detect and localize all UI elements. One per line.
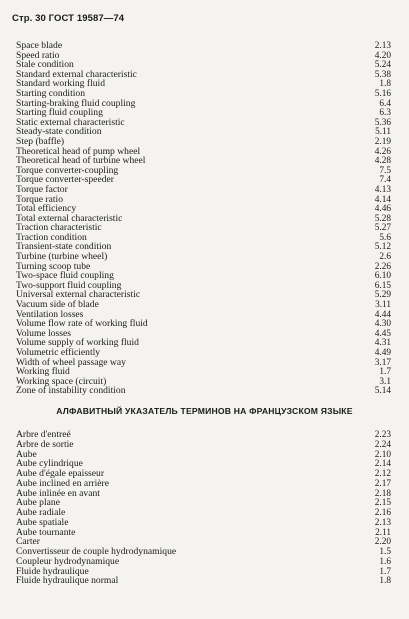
term-text: Aube plane (16, 497, 60, 509)
term-reference-number: 6.15 (374, 280, 391, 291)
term-text: Universal external characteristic (16, 289, 141, 301)
term-text: Starting-braking fluid coupling (16, 97, 136, 109)
term-reference-number: 2.17 (374, 478, 391, 489)
index-entry (16, 508, 391, 518)
term-reference-number: 5.36 (374, 117, 391, 128)
index-entry (16, 528, 391, 538)
term-text: Steady-state condition (16, 126, 102, 138)
index-entry (16, 41, 391, 51)
term-reference-number: 5.24 (374, 60, 391, 71)
term-text: Two-support fluid coupling (16, 279, 122, 291)
term-text: Aube inlinée en avant (16, 487, 100, 499)
term-reference-number: 2.14 (374, 459, 391, 470)
term-reference-number: 7.5 (379, 165, 391, 176)
term-text: Aube radiale (16, 507, 66, 518)
term-text: Working space (circuit) (16, 375, 107, 387)
term-reference-number: 2.13 (374, 41, 391, 51)
term-text: Torque converter-speeder (16, 174, 114, 186)
term-reference-number: 5.29 (374, 290, 391, 301)
section-title-french-index: АЛФАВИТНЫЙ УКАЗАТЕЛЬ ТЕРМИНОВ НА ФРАНЦУЗСКОМ ЯЗЫКЕ (56, 406, 353, 416)
term-reference-number: 1.6 (379, 556, 391, 567)
term-reference-number: 4.46 (374, 204, 391, 215)
term-reference-number: 2.20 (374, 537, 391, 548)
term-reference-number: 2.11 (375, 527, 391, 538)
term-reference-number: 2.19 (374, 136, 391, 147)
term-text: Speed ratio (16, 49, 60, 61)
term-text: Torque ratio (16, 193, 64, 205)
term-reference-number: 6.4 (379, 98, 391, 109)
french-term-index (16, 430, 391, 586)
term-reference-number: 4.45 (374, 328, 391, 339)
term-reference-number: 2.15 (374, 498, 391, 509)
term-reference-number: 5.16 (374, 88, 391, 99)
term-text: Step (baffle) (16, 135, 65, 147)
term-reference-number: 2.13 (374, 517, 391, 528)
term-reference-number: 2.26 (374, 261, 391, 272)
term-reference-number: 4.13 (374, 184, 391, 195)
term-text: Aube d'égale epaisseur (16, 468, 105, 479)
term-reference-number: 5.14 (374, 386, 391, 397)
term-reference-number: 5.27 (374, 223, 391, 234)
index-entry (16, 127, 391, 137)
term-reference-number: 4.28 (374, 156, 391, 167)
term-text: Convertisseur de couple hydrodynamique (16, 546, 177, 557)
term-text: Standard external characteristic (16, 68, 137, 80)
index-entry (16, 576, 391, 586)
term-text: Space blade (16, 40, 63, 51)
term-text: Ventilation losses (16, 308, 84, 320)
term-reference-number: 5.12 (374, 242, 391, 253)
index-entry (16, 386, 391, 396)
term-text: Volumetric efficiently (16, 347, 101, 358)
term-text: Fluide hydraulique (16, 565, 89, 577)
term-reference-number: 2.24 (374, 439, 391, 450)
term-reference-number: 4.14 (374, 194, 391, 205)
term-text: Aube cylindrique (16, 458, 83, 470)
term-reference-number: 5.38 (374, 69, 391, 80)
term-reference-number: 2.10 (374, 449, 391, 460)
term-text: Theoretical head of pump wheel (16, 145, 141, 157)
term-text: Theoretical head of turbine wheel (16, 155, 146, 167)
term-text: Starting fluid coupling (16, 107, 103, 119)
term-text: Arbre d'entreé (16, 429, 71, 440)
term-reference-number: 3.17 (374, 357, 391, 368)
index-entry (16, 498, 391, 508)
term-text: Standard working fluid (16, 78, 105, 90)
term-text: Turbine (turbine wheel) (16, 251, 108, 263)
term-reference-number: 4.49 (374, 348, 391, 358)
term-text: Zone of instability condition (16, 385, 126, 397)
term-reference-number: 4.44 (374, 309, 391, 320)
term-text: Aube inclined en arrière (16, 477, 109, 489)
term-reference-number: 2.18 (374, 488, 391, 499)
term-text: Starting condition (16, 87, 86, 99)
term-reference-number: 2.16 (374, 508, 391, 518)
term-reference-number: 1.7 (379, 367, 391, 378)
term-reference-number: 4.31 (374, 338, 391, 349)
term-text: Aube tournante (16, 526, 76, 538)
term-reference-number: 1.7 (379, 566, 391, 577)
term-text: Total efficiency (16, 203, 77, 215)
term-text: Fluide hydraulique normal (16, 575, 119, 587)
english-term-index (16, 41, 391, 396)
term-reference-number: 4.30 (374, 319, 391, 330)
term-text: Traction condition (16, 231, 87, 243)
term-reference-number: 4.26 (374, 146, 391, 157)
term-reference-number: 3.1 (379, 376, 391, 387)
term-reference-number: 6.10 (374, 271, 391, 282)
term-text: Aube spatiale (16, 516, 69, 528)
term-text: Volume supply of working fluid (16, 337, 139, 349)
term-text: Working fluid (16, 366, 70, 378)
term-text: Torque factor (16, 183, 68, 195)
term-text: Vacuum side of blade (16, 299, 99, 311)
term-reference-number: 2.23 (374, 430, 391, 440)
index-entry (16, 185, 391, 195)
term-text: Static external characteristic (16, 116, 125, 128)
term-reference-number: 1.8 (379, 576, 391, 587)
term-reference-number: 5.28 (374, 213, 391, 224)
term-text: Total external characteristic (16, 212, 123, 224)
index-entry (16, 175, 391, 185)
term-reference-number: 1.5 (379, 547, 391, 557)
term-text: Volume flow rate of working fluid (16, 318, 148, 330)
term-text: Two-space fluid coupling (16, 270, 114, 282)
index-entry (16, 440, 391, 450)
index-entry (16, 489, 391, 499)
term-text: Volume losses (16, 327, 71, 339)
term-text: Width of wheel passage way (16, 356, 126, 368)
term-text: Transient-state condition (16, 241, 112, 253)
term-text: Aube (16, 448, 37, 460)
term-reference-number: 7.4 (379, 175, 391, 186)
term-text: Turning scoop tube (16, 260, 91, 272)
term-text: Stale condition (16, 59, 74, 71)
term-text: Coupleur hydrodynamique (16, 555, 120, 567)
term-reference-number: 1.8 (379, 79, 391, 90)
term-text: Arbre de sortie (16, 438, 74, 450)
page-header: Стр. 30 ГОСТ 19587—74 (12, 13, 125, 24)
term-reference-number: 6.3 (379, 108, 391, 119)
index-entry (16, 358, 391, 368)
term-reference-number: 2.12 (374, 469, 391, 479)
term-reference-number: 5.6 (379, 232, 391, 243)
term-text: Carter (16, 536, 40, 548)
term-reference-number: 4.20 (374, 50, 391, 61)
term-text: Traction characteristic (16, 222, 102, 234)
term-reference-number: 3.11 (375, 300, 391, 311)
term-text: Torque converter-coupling (16, 164, 119, 176)
term-reference-number: 5.11 (375, 127, 391, 138)
index-entry (16, 319, 391, 329)
term-reference-number: 2.6 (379, 252, 391, 263)
